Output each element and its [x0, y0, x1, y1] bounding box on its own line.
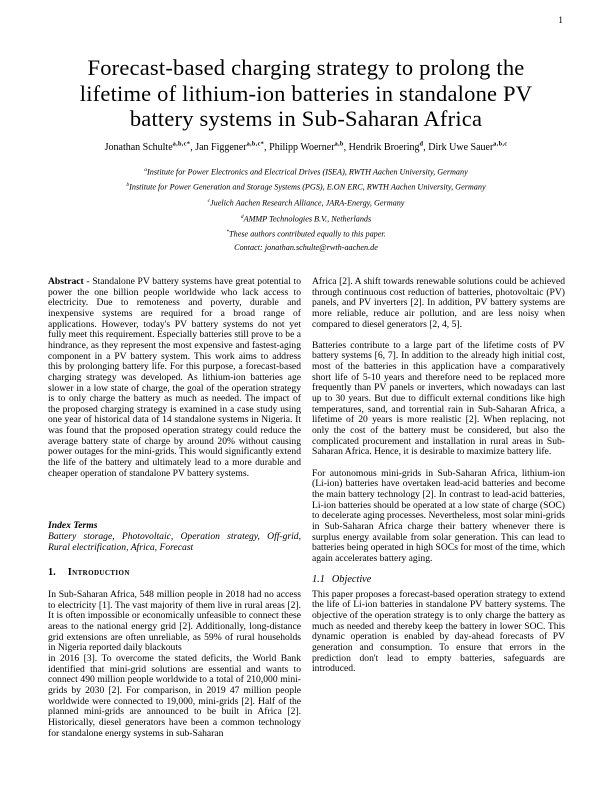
author: [349, 142, 429, 153]
affiliations-block: [0, 164, 612, 255]
objective-paragraph-1: This paper proposes a forecast-based operation strategy to extend the life of Li-ion batteries in standalone PV battery systems. The objective of the operation strategy is to only charge the battery as much as needed and thereby keep the battery in lower SOC. This dynamic operation is enabled by day-ahead forecasts of PV generation and consumption. To ensure that errors in the prediction don't lead to empty batteries, safeguards are introduced.: [312, 588, 565, 675]
subsection-number: 1.1: [312, 574, 325, 586]
affiliation-mark: a: [144, 166, 148, 173]
author-name: Jan Figgener: [195, 141, 247, 153]
section-number: 1.: [48, 567, 56, 579]
index-terms-text: Battery storage, Photovoltaic, Operation strategy, Off-grid, Rural electrification, Africa, Forecast: [48, 531, 301, 553]
abstract-label: Abstract: [48, 275, 84, 287]
right-column: [312, 277, 565, 739]
author-affiliation-marks: a,b,c*: [172, 140, 191, 148]
subsection-heading-objective: [312, 575, 565, 586]
introduction-paragraph-1-part-a: In Sub-Saharan Africa, 548 million people in 2018 had no access to electricity [1]. The vast majority of them live in rural areas [2]. It is often impossible or economically unfeasible to connect these areas to the national energy grid [2]. Additionally, long-distance grid extensions are often unreliable, as 59% of rural households in Nigeria reported daily blackouts: [48, 589, 301, 654]
author: [269, 142, 349, 153]
index-terms-block: [48, 521, 301, 553]
index-terms-label: Index Terms: [48, 520, 98, 532]
abstract-paragraph: [48, 277, 301, 479]
author: [428, 142, 507, 153]
author-affiliation-marks: a,b,c: [493, 140, 508, 148]
paper-title: Forecast-based charging strategy to prolong the lifetime of lithium-ion batteries in standalone PV battery systems in Sub-Saharan Africa: [79, 55, 533, 131]
abstract-text: - Standalone PV battery systems have great potential to power the one billion people worldwide who lack access to electricity. Due to remoteness and poverty, durable and inexpensive systems are required for a broad range of applications. However, today's PV battery systems do not yet fully meet this requirement. Especially batteries still prove to be a hindrance, as they represent the most expensive and fastest-aging component in a PV battery system. This work aims to address this by prolonging battery life. For this purpose, a forecast-based charging strategy was developed. As lithium-ion batteries age slower in a low state of charge, the goal of the operation strategy is to only charge the battery as much as needed. The impact of the proposed charging strategy is examined in a case study using one year of historical data of 14 standalone systems in Nigeria. It was found that the proposed operation strategy could reduce the average battery state of charge by around 20% without causing power outages for the mini-grids. This would significantly extend the life of the battery and ultimately lead to a more durable and cheaper operation of standalone PV battery systems.: [48, 275, 301, 479]
equal-contribution-text: These authors contributed equally to this paper.: [229, 230, 386, 240]
author-name: Hendrik Broering: [348, 141, 420, 153]
page-number: 1: [558, 16, 563, 26]
affiliation-text: Institute for Power Electronics and Electrical Drives (ISEA), RWTH Aachen University, Germany: [147, 167, 468, 177]
author-separator: ,: [264, 141, 270, 153]
affiliation-mark: c: [207, 198, 211, 205]
introduction-paragraph-1: [48, 590, 301, 739]
author-name: Philipp Woerner: [269, 141, 335, 153]
affiliation-line: [0, 211, 612, 227]
section-title: Introduction: [67, 567, 130, 579]
section-heading-introduction: [48, 568, 301, 579]
author-affiliation-marks: d: [419, 140, 424, 148]
author: [195, 142, 269, 153]
affiliation-mark: d: [240, 213, 244, 220]
author-separator: ,: [343, 141, 349, 153]
affiliation-text: Juelich Aachen Research Alliance, JARA-Energy, Germany: [210, 198, 405, 208]
affiliation-line: [0, 164, 612, 180]
affiliation-line: [0, 179, 612, 195]
two-column-body: [48, 277, 565, 739]
author-affiliation-marks: a,b: [334, 140, 344, 148]
contact-line: Contact: jonathan.schulte@rwth-aachen.de: [234, 243, 378, 253]
left-column: [48, 277, 301, 739]
author-separator: ,: [423, 141, 429, 153]
equal-contribution-note: [0, 226, 612, 242]
author-affiliation-marks: a,b,c*: [246, 140, 265, 148]
introduction-paragraph-2: Africa [2]. A shift towards renewable solutions could be achieved through continuous cost reduction of batteries, photovoltaic (PV) panels, and PV inverters [2]. In addition, PV battery systems are more reliable, reduce air pollution, and are less noisy when compared to diesel generators [2, 4, 5].: [312, 275, 565, 330]
authors-line: [0, 141, 612, 153]
introduction-paragraph-1-part-b: in 2016 [3]. To overcome the stated deficits, the World Bank identified that mini-grid solutions are essential and wants to connect 490 million people worldwide to a total of 210,000 mini-grids by 2030 [2]. For comparison, in 2019 47 million people worldwide were connected to 19,000, mini-grids [2]. Half of the planned mini-grids are announced to be built in Africa [2]. Historically, diesel generators have been a common technology for standalone energy systems in sub-Saharan: [48, 652, 301, 739]
affiliation-mark: b: [126, 182, 130, 189]
introduction-paragraph-4: For autonomous mini-grids in Sub-Saharan Africa, lithium-ion (Li-ion) batteries have overtaken lead-acid batteries and become the main battery technology [2]. In contrast to lead-acid batteries, Li-ion batteries should be operated at a low state of charge (SOC) to decelerate aging processes. Nevertheless, most solar mini-grids in Sub-Saharan Africa charge their battery whenever there is surplus energy available from solar generation. This can lead to batteries being operated in high SOCs for most of the time, which again accelerates battery aging.: [312, 467, 565, 564]
introduction-paragraph-3: Batteries contribute to a large part of the lifetime costs of PV battery systems [6, 7]. In addition to the already high initial cost, most of the batteries in this application have a comparatively short life of 5-10 years and therefore need to be replaced more frequently than PV panels or inverters, which nowadays can last up to 30 years. But due to difficult external conditions like high temperatures, sand, and torrential rain in Sub-Saharan Africa, a lifetime of 20 years is more realistic [2]. When replacing, not only the cost of the battery must be considered, but also the complicated procurement and installation in rural areas in Sub-Saharan Africa. Hence, it is desirable to maximize battery life.: [312, 339, 565, 458]
subsection-title: Objective: [331, 574, 372, 586]
affiliation-line: [0, 195, 612, 211]
author-name: Dirk Uwe Sauer: [428, 141, 494, 153]
affiliation-text: AMMP Technologies B.V., Netherlands: [243, 214, 372, 224]
author-name: Jonathan Schulte: [104, 141, 173, 153]
author: [105, 142, 196, 153]
equal-contribution-mark: *: [226, 229, 230, 236]
affiliation-text: Institute for Power Generation and Storage Systems (PGS), E.ON ERC, RWTH Aachen University, Germany: [129, 183, 486, 193]
author-separator: ,: [190, 141, 196, 153]
